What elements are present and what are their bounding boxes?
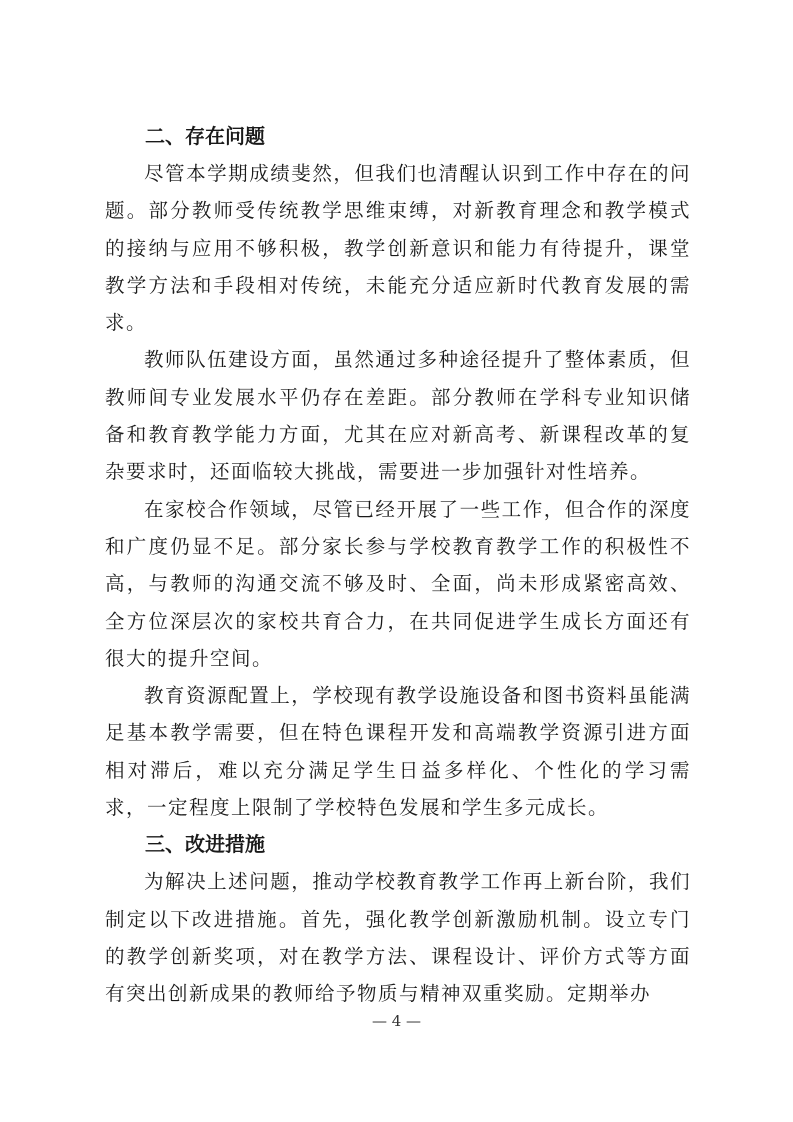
paragraph-resource-allocation: 教育资源配置上，学校现有教学设施设备和图书资料虽能满足基本教学需要，但在特色课程开发和高端教学资源引进方面相对滞后，难以充分满足学生日益多样化、个性化的学习需求，一定程度上限制了学校特色发展和学生多元成长。 xyxy=(105,684,691,820)
section-heading-measures: 三、改进措施 xyxy=(145,832,265,857)
paragraph-teaching-innovation: 尽管本学期成绩斐然，但我们也清醒认识到工作中存在的问题。部分教师受传统教学思维束缚，对新教育理念和教学模式的接纳与应用不够积极，教学创新意识和能力有待提升，课堂教学方法和手段相对传统，未能充分适应新时代教育发展的需求。 xyxy=(105,162,691,335)
paragraph-improvement-measures: 为解决上述问题，推动学校教育教学工作再上新台阶，我们制定以下改进措施。首先，强化教学创新激励机制。设立专门的教学创新奖项，对在教学方法、课程设计、评价方式等方面有突出创新成果的教师给予物质与精神双重奖励。定期举办 xyxy=(105,870,691,1006)
page-number: — 4 — xyxy=(371,1012,422,1030)
section-heading-problems: 二、存在问题 xyxy=(145,124,265,148)
document-body xyxy=(105,118,691,1013)
paragraph-home-school-cooperation: 在家校合作领域，尽管已经开展了一些工作，但合作的深度和广度仍显不足。部分家长参与学校教育教学工作的积极性不高，与教师的沟通交流不够及时、全面，尚未形成紧密高效、全方位深层次的家校共育合力，在共同促进学生成长方面还有很大的提升空间。 xyxy=(105,497,691,670)
paragraph-teacher-development: 教师队伍建设方面，虽然通过多种途径提升了整体素质，但教师间专业发展水平仍存在差距。部分教师在学科专业知识储备和教育教学能力方面，尤其在应对新高考、新课程改革的复杂要求时，还面临较大挑战，需要进一步加强针对性培养。 xyxy=(105,348,691,484)
